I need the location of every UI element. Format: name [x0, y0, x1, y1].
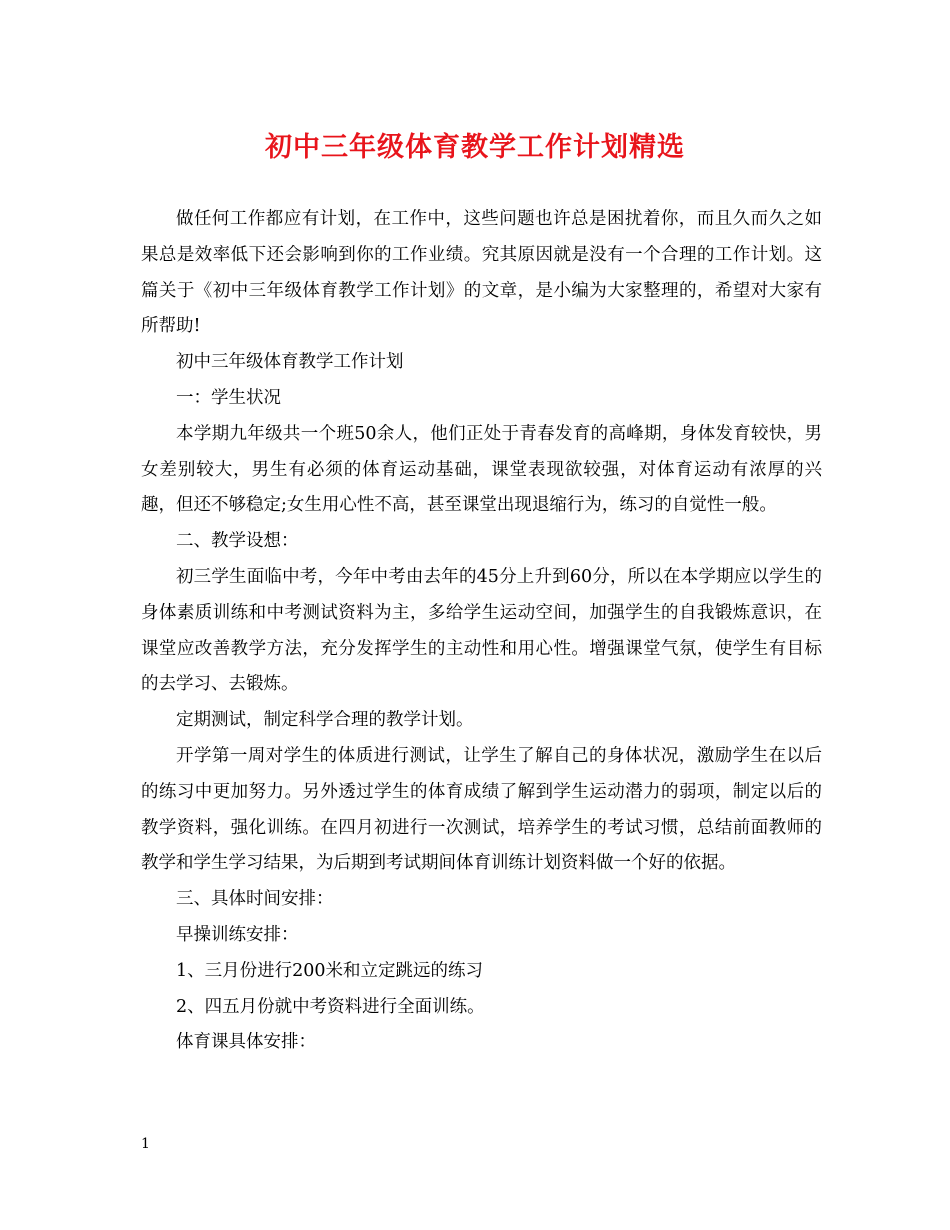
pe-class-heading: 体育课具体安排：	[176, 1032, 316, 1053]
section-schedule-heading: 三、具体时间安排：	[176, 889, 334, 910]
student-status-paragraph: 本学期九年级共一个班50余人，他们正处于青春发育的高峰期，身体发育较快，男女差别较大，男生有必须的体育运动基础，课堂表现欲较强，对体育运动有浓厚的兴趣，但还不够稳定;女生用心性不高，甚至课堂出现退缩行为，练习的自觉性一般。	[141, 423, 822, 516]
document-title: 初中三年级体育教学工作计划精选	[265, 132, 685, 163]
schedule-item-1: 1、三月份进行200米和立定跳远的练习	[176, 960, 484, 981]
page-number: 1	[141, 1136, 150, 1152]
teaching-ideas-paragraph: 初三学生面临中考，今年中考由去年的45分上升到60分，所以在本学期应以学生的身体素质训练和中考测试资料为主，多给学生运动空间，加强学生的自我锻炼意识，在课堂应改善教学方法，充分发挥学生的主动性和用心性。增强课堂气氛，使学生有目标的去学习、去锻炼。	[141, 566, 822, 695]
section-teaching-ideas-heading: 二、教学设想：	[176, 531, 299, 552]
plan-heading: 初中三年级体育教学工作计划	[176, 352, 404, 373]
testing-details-paragraph: 开学第一周对学生的体质进行测试，让学生了解自己的身体状况，激励学生在以后的练习中更加努力。另外透过学生的体育成绩了解到学生运动潜力的弱项，制定以后的教学资料，强化训练。在四月初进行一次测试，培养学生的考试习惯，总结前面教师的教学和学生学习结果，为后期到考试期间体育训练计划资料做一个好的依据。	[141, 745, 822, 874]
section-student-status-heading: 一：学生状况	[176, 387, 281, 408]
document-body	[141, 202, 822, 1061]
regular-testing-line: 定期测试，制定科学合理的教学计划。	[176, 710, 474, 731]
morning-training-heading: 早操训练安排：	[176, 924, 299, 945]
intro-paragraph: 做任何工作都应有计划，在工作中，这些问题也许总是困扰着你，而且久而久之如果总是效率低下还会影响到你的工作业绩。究其原因就是没有一个合理的工作计划。这篇关于《初中三年级体育教学工作计划》的文章，是小编为大家整理的，希望对大家有所帮助!	[141, 209, 822, 337]
schedule-item-2: 2、四五月份就中考资料进行全面训练。	[176, 996, 485, 1017]
